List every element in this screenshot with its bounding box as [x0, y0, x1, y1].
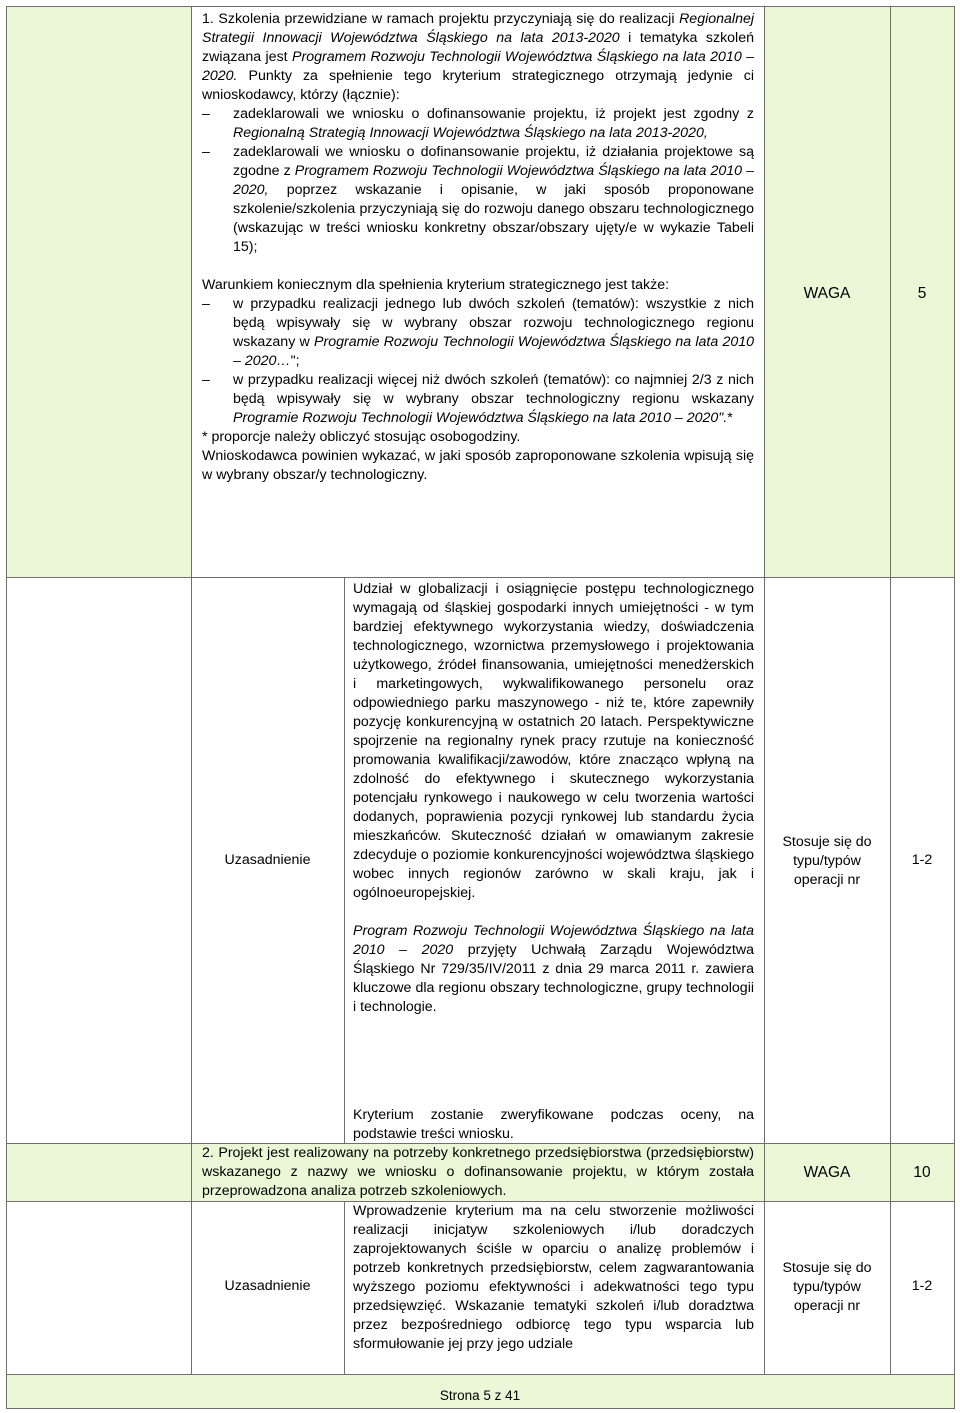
justification-2-text: Wprowadzenie kryterium ma na celu stworzenie możliwości realizacji inicjatyw szkoleniowych i/lub doradczych zaprojektowanych ściśle w oparciu o analizę problemów i potrzeb konkretnych przedsiębiorstw, celem zagwarantowania wyższego poziomu efektywności i adekwatności tego typu przedsięwzięć. Wskazanie tematyki szkoleń i/lub doradztwa przez bezpośredniego odbiorcę tego typu wsparcia lub sformułowanie jej przy jego udziale: [353, 1203, 754, 1352]
table-border-bottom: [6, 1408, 954, 1409]
criterion-2-text: 2. Projekt jest realizowany na potrzeby konkretnego przedsiębiorstwa (przedsiębiorstw) wskazanego z nazwy we wniosku o dofinansowanie projektu, w którym została przeprowadzona analiza potrzeb szkoleniowych.: [202, 1145, 754, 1199]
dash-bullet: –: [202, 296, 210, 312]
table-column-divider: [344, 1201, 345, 1375]
list-item: – zadeklarowali we wniosku o dofinansowanie projektu, iż działania projektowe są zgodne z Programem Rozwoju Technologii Województwa Śląskiego na lata 2010 – 2020, poprzez wskazanie i opisanie, w jaki sposób proponowane szkolenie/szkolenia przyczyniają się do rozwoju danego obszaru technologicznego (wskazując w treści wniosku konkretny obszar/obszary ujęty/e w wykazie Tabeli 15);: [202, 144, 754, 255]
condition-intro: Warunkiem koniecznym dla spełnienia kryterium strategicznego jest także:: [202, 277, 670, 293]
table-border-right: [954, 6, 955, 1409]
left-margin-cell-top: [6, 6, 191, 578]
weight-value-1: 5: [917, 285, 927, 302]
list-item: – w przypadku realizacji jednego lub dwóch szkoleń (tematów): wszystkie z nich będą wpisywały się w wybrany obszar rozwoju technologicznego regionu wskazany w Programie Rozwoju Technologii Województwa Śląskiego na lata 2010 – 2020…";: [202, 296, 754, 369]
dash-bullet: –: [202, 106, 210, 122]
criterion-1-intro: 1. Szkolenia przewidziane w ramach projektu przyczyniają się do realizacji Regionalnej Strategii Innowacji Województwa Śląskiego na lata 2013-2020 i tematyka szkoleń związana jest Programem Rozwoju Technologii Województwa Śląskiego na lata 2010 – 2020. Punkty za spełnienie tego kryterium strategicznego otrzymają jedynie ci wnioskodawcy, którzy (łącznie):: [202, 11, 754, 103]
footnote: * proporcje należy obliczyć stosując osobogodziny.: [202, 429, 521, 445]
applies-value-1: 1-2: [911, 852, 933, 868]
spacer: [353, 903, 754, 922]
table-border-left: [6, 6, 7, 1409]
closing-note: Wnioskodawca powinien wykazać, w jaki sposób zaproponowane szkolenia wpisują się w wybrany obszar/y technologiczny.: [202, 448, 754, 483]
table-column-divider: [191, 6, 192, 1375]
weight-label-2: WAGA: [803, 1164, 851, 1181]
list-item: – zadeklarowali we wniosku o dofinansowanie projektu, iż projekt jest zgodny z Regionalną Strategią Innowacji Województwa Śląskiego na lata 2013-2020,: [202, 106, 754, 141]
applies-value-2: 1-2: [911, 1278, 933, 1294]
justification-label-2: Uzasadnienie: [224, 1278, 311, 1294]
page-number: Strona 5 z 41: [439, 1388, 521, 1403]
justification-1-note: Kryterium zostanie zweryfikowane podczas oceny, na podstawie treści wniosku.: [353, 1107, 754, 1142]
list-item: – w przypadku realizacji więcej niż dwóch szkoleń (tematów): co najmniej 2/3 z nich będą wpisywały się w wybrany obszar technologiczny regionu wskazany Programie Rozwoju Technologii Województwa Śląskiego na lata 2010 – 2020".*: [202, 372, 754, 426]
table-row-divider: [6, 1374, 954, 1375]
table-row-divider: [6, 577, 954, 578]
dash-bullet: –: [202, 144, 210, 160]
table-column-divider: [344, 577, 345, 1144]
criterion-1-text: [202, 10, 754, 485]
table-border-top: [6, 6, 954, 7]
applies-label-2: Stosuje się do typu/typów operacji nr: [782, 1260, 872, 1314]
spacer: [202, 257, 754, 276]
weight-value-2: 10: [913, 1164, 931, 1181]
justification-1-text: Udział w globalizacji i osiągnięcie postępu technologicznego wymagają od śląskiej gospodarki innych umiejętności - w tym bardziej efektywnego wykorzystania wiedzy, doświadczenia technologicznego, wzornictwa przemysłowego i projektowania użytkowego, źródeł finansowania, umiejętności menedżerskich i marketingowych, wykwalifikowanego personelu oraz odpowiedniego parku maszynowego - niż te, które zapewniły pozycję konkurencyjną w ostatnich 20 latach. Perspektywiczne spojrzenie na regionalny rynek pracy rzutuje na konieczność promowania kwalifikacji/zawodów, które znacząco wpłyną na zdolność do efektywnego i skutecznego wykorzystania potencjału rynkowego i naukowego w celu tworzenia wartości dodanych, poprawienia pozycji rynkowej lub standardu życia mieszkańców. Skuteczność działań w omawianym zakresie zdecyduje o poziomie konkurencyjności województwa śląskiego wobec innych regionów zarówno w skali kraju, jak i ogólnoeuropejskiej. Program Rozwoju Technologii Województwa Śląskiego na lata 2010 – 2020 przyjęty Uchwałą Zarządu Województwa Śląskiego Nr 729/35/IV/2011 z dnia 29 marca 2011 r. zawiera kluczowe dla regionu obszary technologiczne, grupy technologii i technologie.: [353, 581, 754, 1015]
justification-label-1: Uzasadnienie: [224, 852, 311, 868]
weight-label-1: WAGA: [803, 285, 851, 302]
applies-label-1: Stosuje się do typu/typów operacji nr: [782, 834, 872, 888]
dash-bullet: –: [202, 372, 210, 388]
